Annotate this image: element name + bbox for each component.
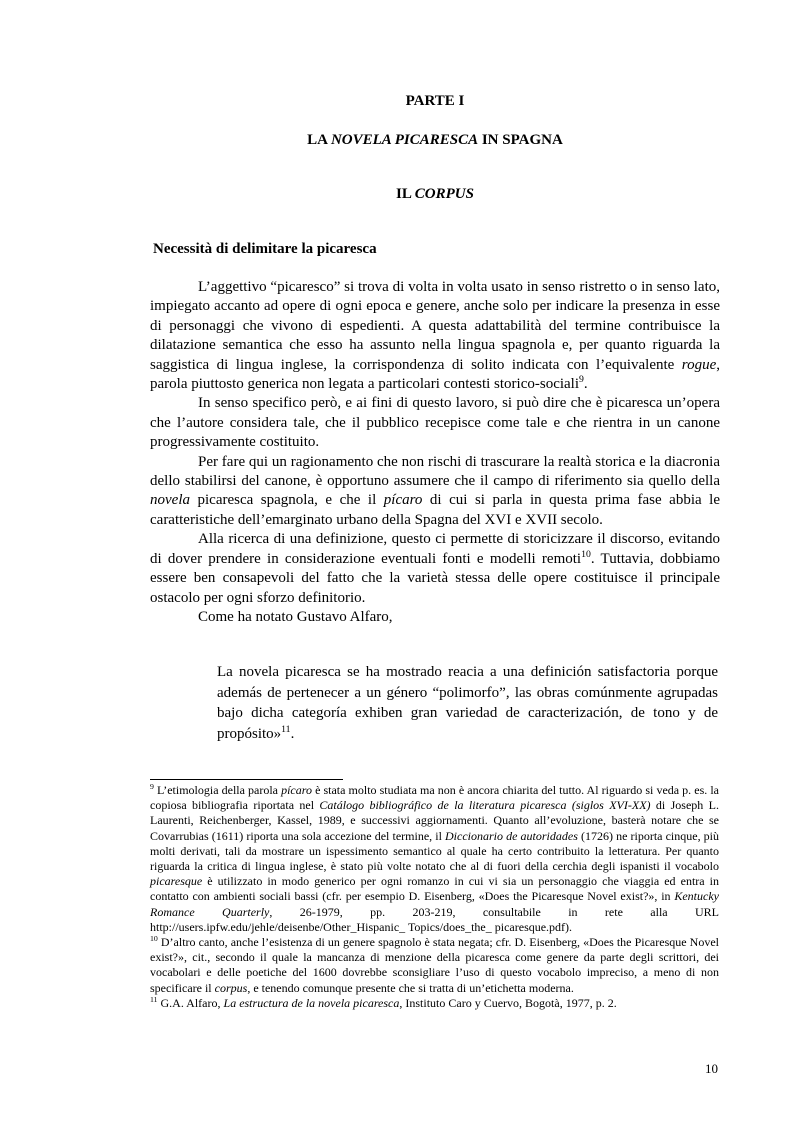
paragraph-2: In senso specifico però, e ai fini di questo lavoro, si può dire che è picaresca un’opera che l’autore considera tale, che il pubblico recepisce come tale e che rientra in un canone progressivamente costituito.: [150, 395, 720, 451]
footnote-ref-10: 10: [581, 548, 591, 560]
quote-end: .: [290, 725, 295, 742]
subsection-title: [150, 186, 720, 203]
p4-text-b: . Tuttavia, dobbiamo essere ben consapevoli del fatto che la varietà stessa delle opere costituisce il principale ostacolo per ogni sforzo definitorio.: [150, 550, 720, 606]
footnote-10-number: 10: [150, 934, 158, 944]
paragraph-1: [150, 278, 720, 394]
block-quote: [217, 662, 718, 744]
subsection-title-pre: IL: [396, 186, 415, 202]
chapter-title-pre: LA: [307, 132, 331, 148]
footnote-9-text-f: , 26-1979, pp. 203-219, consultabile in rete alla URL http://users.ipfw.edu/jehle/deisenbe/Other_Hispanic_ Topics/does_the_ picaresque.pdf).: [150, 904, 719, 934]
p3-emphasis-novela: novela: [150, 492, 190, 509]
p1-text-b: , parola piuttosto generica non legata a particolari contesti storico-sociali: [150, 356, 720, 393]
part-heading: PARTE I: [405, 93, 465, 109]
footnote-9-number: 9: [150, 782, 154, 791]
footnote-ref-9: 9: [579, 374, 584, 386]
footnote-11-text-b: , Instituto Caro y Cuervo, Bogotà, 1977, p. 2.: [399, 995, 617, 1010]
footnote-11-emphasis: La estructura de la novela picaresca: [223, 995, 400, 1010]
p1-emphasis: rogue: [681, 356, 717, 373]
footnote-9-emphasis-1: pícaro: [281, 783, 312, 797]
section-heading: Necessità di delimitare la picaresca: [153, 241, 377, 257]
footnote-9-emphasis-3: Diccionario de autoridades: [445, 828, 578, 843]
footnote-9: [150, 783, 719, 935]
paragraph-3: [150, 453, 720, 531]
footnote-10-text-b: , e tenendo comunque presente che si tratta di un’etichetta moderna.: [247, 980, 574, 995]
footnote-11: [150, 996, 719, 1011]
footnote-11-text-a: G.A. Alfaro,: [157, 995, 224, 1010]
paragraph-5: Come ha notato Gustavo Alfaro,: [198, 608, 393, 625]
footnote-10: [150, 935, 719, 996]
p3-text-a: Per fare qui un ragionamento che non rischi di trascurare la realtà storica e la diacronia dello stabilirsi del canone, è opportuno assumere che il campo di riferimento sia quello della: [150, 453, 720, 490]
p1-text-a: L’aggettivo “picaresco” si trova di volta in volta usato in senso ristretto o in senso lato, impiegato accanto ad opere di ogni epoca e genere, anche solo per indicare la presenza in esse di personaggi che vivono di espedienti. A questa adattabilità del termine contribuisce la dilatazione semantica che esso ha assunto nella lingua spagnola e, per quanto riguarda la saggistica di lingua inglese, la corrispondenza di solito indicata con l’equivalente: [150, 279, 720, 373]
footnote-9-emphasis-4: picaresque: [150, 874, 203, 889]
footnote-10-emphasis: corpus: [214, 980, 248, 995]
footnote-9-emphasis-5: Kentucky Romance Quarterly: [150, 889, 719, 919]
paragraph-4: [150, 530, 720, 608]
footnote-ref-11: 11: [281, 723, 291, 735]
p3-text-c: di cui si parla in questa prima fase abbia le caratteristiche dell’emarginato urbano della Spagna del XVI e XVII secolo.: [150, 492, 720, 528]
footnote-11-number: 11: [150, 994, 158, 1004]
p1-text-c: .: [583, 376, 588, 393]
footnote-10-text-a: D’altro canto, anche l’esistenza di un genere spagnolo è stata negata; cfr. D. Eisenberg, «Does the Picaresque Novel exist?», cit., secondo il quale la mancanza di menzione della picaresca come genere da parte degli scrittori, dei vocabolari e delle poetiche del 1600 dovrebbe sconsigliare l’uso di questo vocabolo impreciso, a meno di non specificare il: [150, 935, 719, 995]
p3-emphasis-picaro: pícaro: [383, 492, 423, 509]
footnote-separator: [150, 779, 343, 780]
footnotes: [150, 783, 719, 1011]
p3-text-b: picaresca spagnola, e che il: [189, 492, 384, 509]
subsection-title-emphasis: CORPUS: [414, 186, 474, 202]
page-number: 10: [705, 1061, 718, 1076]
chapter-title-emphasis: NOVELA PICARESCA: [330, 132, 479, 148]
body-text: [150, 278, 720, 627]
footnote-9-text-e: è utilizzato in modo generico per ogni romanzo in cui vi sia un personaggio che viaggia ed entra in contatto con ambienti sociali bassi (cfr. per esempio D. Eisenberg, «Does the Picaresque Novel exist?», in: [150, 874, 719, 904]
footnote-9-text-c: di Joseph L. Laurenti, Reichenberger, Kassel, 1989, e successivi aggiornamenti. Quanto all’evoluzione, basterà notare che se Covarrubias (1611) riporta una sola accezione del termine, il: [150, 798, 719, 843]
footnote-9-text-d: (1726) ne riporta cinque, più molti derivati, tali da mostrare un ispessimento semantico al quale ha certo contribuito la letteratura. Per quanto riguarda la critica di lingua inglese, è stato più volte notato che al di fuori della cerchia degli ispanisti il vocabolo: [150, 828, 719, 874]
footnote-9-text-a: L’etimologia della parola: [153, 783, 282, 797]
footnote-9-text-b: è stata molto studiata ma non è ancora chiarita del tutto. Al riguardo si veda p. es. la copiosa bibliografia riportata nel: [150, 783, 719, 813]
p4-text-a: Alla ricerca di una definizione, questo ci permette di storicizzare il discorso, evitando di dover prendere in considerazione eventuali fonti e modelli remoti: [150, 531, 720, 567]
quote-text: La novela picaresca se ha mostrado reacia a una definición satisfactoria porque además de pertenecer a un género “polimorfo”, las obras comúnmente agrupadas bajo dicha categoría exhiben gran variedad de caracterización, de tono y de propósito»: [217, 664, 718, 742]
chapter-title: [150, 132, 720, 149]
chapter-title-post: IN SPAGNA: [478, 132, 563, 148]
footnote-9-emphasis-2: Catálogo bibliográfico de la literatura picaresca (siglos XVI-XX): [319, 798, 651, 813]
